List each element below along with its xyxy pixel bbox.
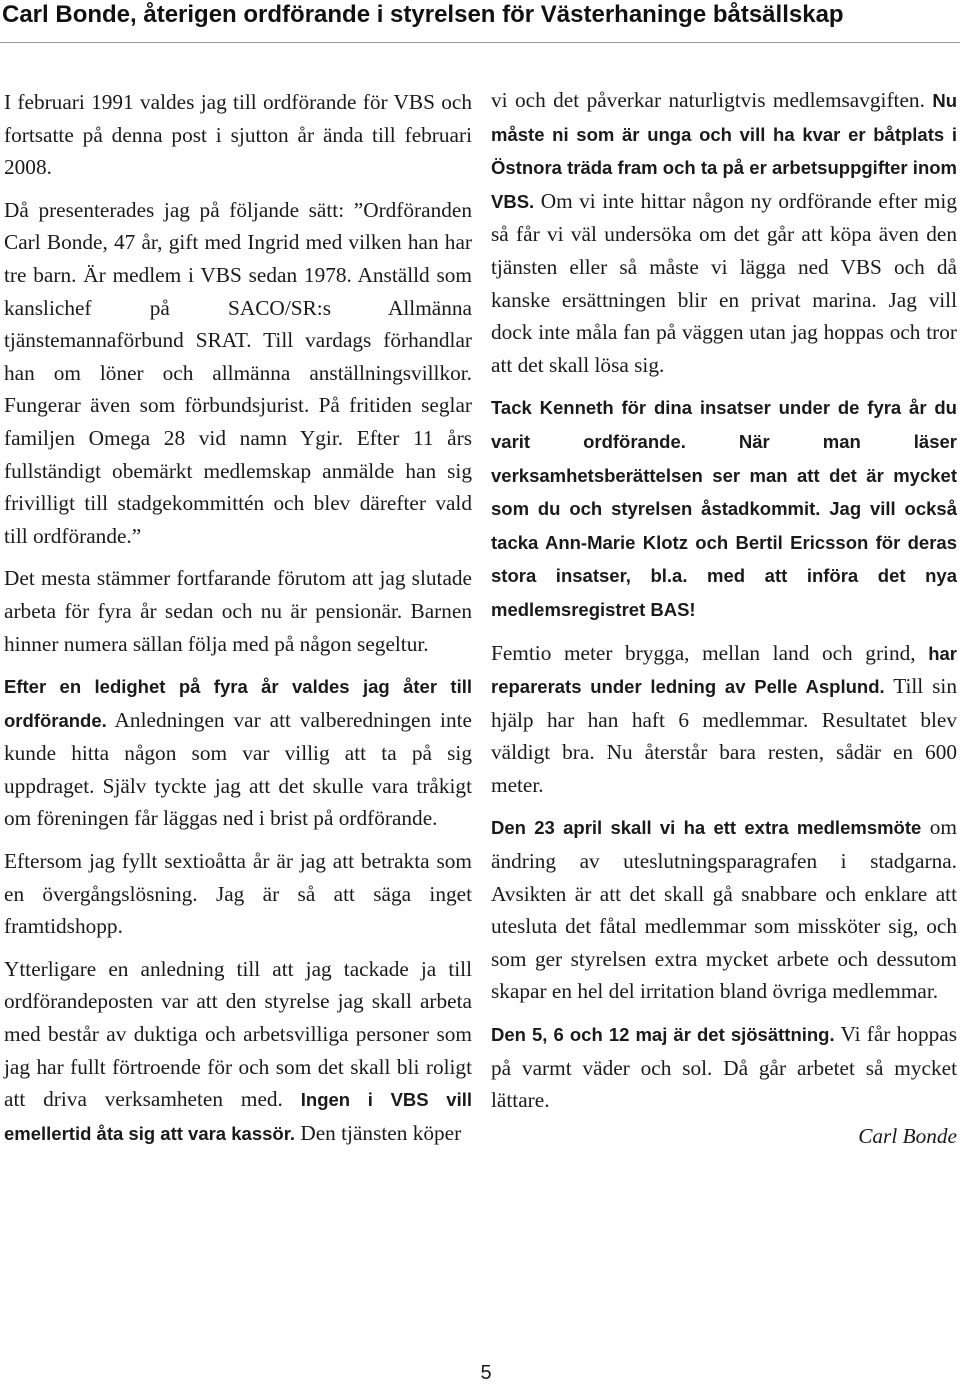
body-text: Anledningen var att valberedningen inte kunde hitta någon som var villig att ta på sig uppdraget. Själv tyckte jag att det skulle vara tråkigt om föreningen får läggas ned i brist på ordförande. xyxy=(4,707,472,831)
left-column xyxy=(4,86,472,1150)
bold-text: har reparerats under ledning av Pelle Asplund. xyxy=(491,642,957,698)
page-number: 5 xyxy=(480,1362,492,1384)
body-text: Om vi inte hittar någon ny ordförande efter mig så får vi väl undersöka om det går att köpa även den tjänsten eller så måste vi lägga ned VBS och då kanske ersättningen blir en privat marina. Jag vill dock inte måla fan på väggen utan jag hoppas och tror att det skall lösa sig. xyxy=(491,188,957,377)
paragraph xyxy=(4,953,472,1151)
body-text: vi och det påverkar naturligtvis medlemsavgiften. xyxy=(491,88,933,112)
paragraph xyxy=(491,84,957,381)
bold-text: Den 5, 6 och 12 maj är det sjösättning. xyxy=(491,1024,835,1046)
right-column xyxy=(491,84,957,1152)
article-title: Carl Bonde, återigen ordförande i styrelsen för Västerhaninge båtsällskap xyxy=(2,1,844,28)
title-divider xyxy=(0,42,960,43)
body-text: Femtio meter brygga, mellan land och grind, xyxy=(491,640,929,665)
paragraph: I februari 1991 valdes jag till ordförande för VBS och fortsatte på denna post i sjutton år ända till februari 2008. xyxy=(4,90,472,180)
paragraph: Det mesta stämmer fortfarande förutom att jag slutade arbeta för fyra år sedan och nu är pensionär. Barnen hinner numera sällan följa med på någon segeltur. xyxy=(4,566,472,656)
body-text: Vi får hoppas på varmt väder och sol. Då går arbetet så mycket lättare. xyxy=(491,1022,957,1113)
paragraph xyxy=(4,670,472,835)
bold-text: Tack Kenneth för dina insatser under de fyra år du varit ordförande. När man läser verksamhetsberättelsen ser man att det är mycket som du och styrelsen åstadkommit. Jag vill också tacka Ann-Marie Klotz och Bertil Ericsson för deras stora insatser, bl.a. med att införa det nya medlemsregistret BAS! xyxy=(491,397,957,620)
body-text: Till sin hjälp har han haft 6 medlemmar. Resultatet blev väldigt bra. Nu återstår bara resten, sådär en 600 meter. xyxy=(491,674,957,797)
body-text: Ytterligare en anledning till att jag tackade ja till ordförandeposten var att den styrelse jag skall arbeta med består av duktiga och arbetsvilliga personer som jag har fullt förtroende för och som det skall bli roligt att driva verksamheten med. xyxy=(4,956,472,1112)
paragraph xyxy=(491,1018,957,1117)
body-text: Den tjänsten köper xyxy=(295,1120,462,1145)
bold-text: Nu måste ni som är unga och vill ha kvar er båtplats i Östnora träda fram och ta på er arbetsuppgifter inom VBS. xyxy=(491,90,957,212)
paragraph: Då presenterades jag på följande sätt: ”Ordföranden Carl Bonde, 47 år, gift med Ingrid med vilken han har tre barn. Är medlem i VBS sedan 1978. Anställd som kanslichef på SACO/SR:s Allmänna tjänstemannaförbund SRAT. Till vardags förhandlar han om löner och allmänna anställningsvillkor. Fungerar även som förbundsjurist. På fritiden seglar familjen Omega 28 vid namn Ygir. Efter 11 års fullständigt obemärkt medlemskap anmälde han sig frivilligt till stadgekommittén och blev därefter vald till ordförande.” xyxy=(4,197,472,548)
paragraph xyxy=(491,391,957,626)
paragraph xyxy=(491,637,957,802)
bold-text: Efter en ledighet på fyra år valdes jag åter till ordförande. xyxy=(4,676,472,731)
bold-text: Ingen i VBS vill emellertid åta sig att vara kassör. xyxy=(4,1089,472,1144)
paragraph xyxy=(491,811,957,1008)
body-text: om ändring av uteslutningsparagrafen i stadgarna. Avsikten är att det skall gå snabbare och enklare att utesluta det fåtal medlemmar som missköter sig, och som ger styrelsen extra mycket arbete och dessutom skapar en hel del irritation bland övriga medlemmar. xyxy=(491,815,957,1004)
paragraph: Eftersom jag fyllt sextioåtta år är jag att betrakta som en övergångslösning. Jag är så att säga inget framtidshopp. xyxy=(4,849,472,939)
bold-text: Den 23 april skall vi ha ett extra medlemsmöte xyxy=(491,817,922,839)
signature: Carl Bonde xyxy=(858,1123,957,1148)
